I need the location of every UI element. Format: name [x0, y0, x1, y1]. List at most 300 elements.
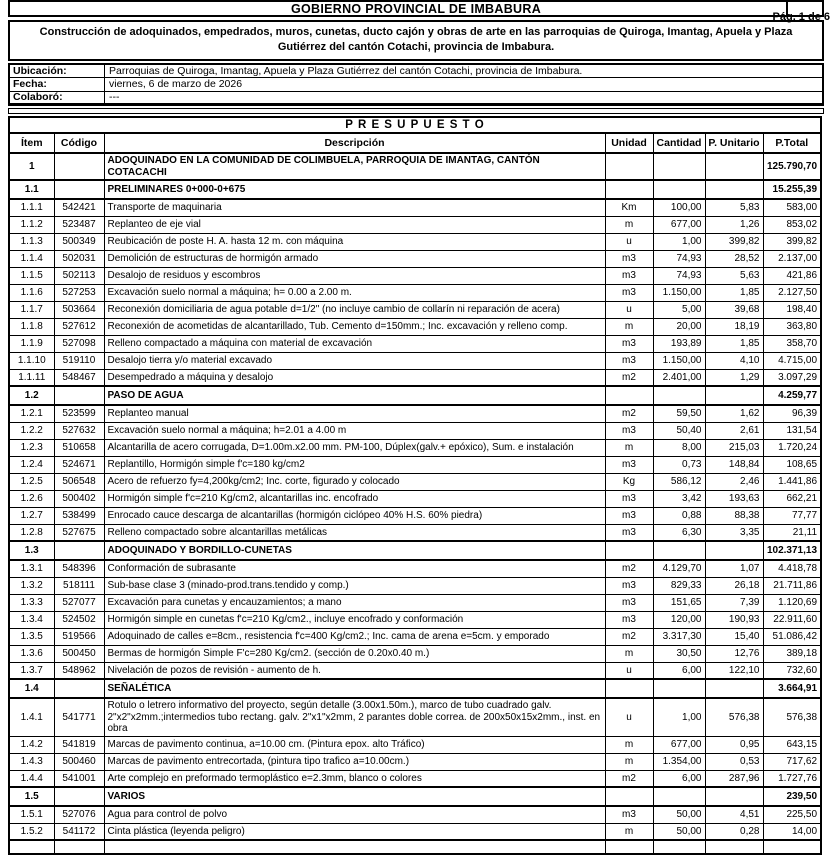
cell-desc: VARIOS: [104, 787, 605, 806]
cell-ptotal: 717,62: [763, 753, 821, 770]
cell-item: 1.1: [9, 180, 54, 199]
cell-ptotal: 1.720,24: [763, 439, 821, 456]
cell-unidad: m3: [605, 507, 653, 524]
cell-ptotal: 732,60: [763, 662, 821, 679]
cell-ptotal: 225,50: [763, 806, 821, 823]
cell-ptotal: 21.711,86: [763, 577, 821, 594]
cell-item: 1.4.2: [9, 736, 54, 753]
cell-unidad: m3: [605, 490, 653, 507]
cell-punit: 2,46: [705, 473, 763, 490]
cell-punit: [705, 840, 763, 854]
cell-unidad: u: [605, 301, 653, 318]
cell-codigo: 548962: [54, 662, 104, 679]
table-row: [9, 524, 821, 541]
col-header-codigo: Código: [54, 133, 104, 153]
cell-codigo: [54, 787, 104, 806]
cell-codigo: 518111: [54, 577, 104, 594]
table-row: [9, 335, 821, 352]
cell-codigo: [54, 180, 104, 199]
cell-item: [9, 840, 54, 854]
cell-punit: 4,51: [705, 806, 763, 823]
table-row: [9, 250, 821, 267]
cell-ptotal: 3.664,91: [763, 679, 821, 698]
cell-codigo: 500450: [54, 645, 104, 662]
cell-cantidad: [653, 679, 705, 698]
cell-ptotal: 399,82: [763, 233, 821, 250]
cell-item: 1.2.2: [9, 422, 54, 439]
table-row: [9, 645, 821, 662]
cell-unidad: m: [605, 823, 653, 840]
cell-item: 1.3.3: [9, 594, 54, 611]
cell-desc: Marcas de pavimento continua, a=10.00 cm. (Pintura epox. alto Tráfico): [104, 736, 605, 753]
table-row: [9, 267, 821, 284]
cell-cantidad: 74,93: [653, 267, 705, 284]
cell-ptotal: 4.418,78: [763, 560, 821, 577]
cell-desc: Excavación para cunetas y encauzamientos; a mano: [104, 594, 605, 611]
ubicacion-value: Parroquias de Quiroga, Imantag, Apuela y Plaza Gutiérrez del cantón Cotachi, provincia de Imbabura.: [109, 64, 583, 77]
cell-ptotal: 108,65: [763, 456, 821, 473]
table-row: [9, 698, 821, 736]
cell-unidad: [605, 840, 653, 854]
cell-ptotal: [763, 840, 821, 854]
cell-codigo: 500460: [54, 753, 104, 770]
cell-cantidad: 50,00: [653, 823, 705, 840]
col-header-descripcion: Descripción: [104, 133, 605, 153]
budget-table: [8, 116, 822, 855]
cell-item: 1.4.1: [9, 698, 54, 736]
cell-ptotal: 576,38: [763, 698, 821, 736]
table-row: [9, 216, 821, 233]
table-row: [9, 560, 821, 577]
cell-codigo: 524671: [54, 456, 104, 473]
cell-cantidad: 8,00: [653, 439, 705, 456]
cell-item: 1.4.3: [9, 753, 54, 770]
cell-unidad: m3: [605, 594, 653, 611]
cell-unidad: m: [605, 439, 653, 456]
cell-punit: 7,39: [705, 594, 763, 611]
cell-punit: 0,95: [705, 736, 763, 753]
cell-codigo: [54, 840, 104, 854]
cell-desc: Rotulo o letrero informativo del proyecto, según detalle (3.00x1.50m.), marco de tubo cuadrado galv. 2"x2"x2mm.;intermedios tubo rectang. galv. 2"x1"x2mm, 2 parantes doble correa. de 200x50x15x2mm., inst. en obra: [104, 698, 605, 736]
cell-desc: SEÑALÉTICA: [104, 679, 605, 698]
cell-ptotal: 198,40: [763, 301, 821, 318]
cell-punit: 1,29: [705, 369, 763, 386]
cell-codigo: 548396: [54, 560, 104, 577]
cell-cantidad: 3,42: [653, 490, 705, 507]
cell-desc: Reconexión de acometidas de alcantarillado, Tub. Cemento d=150mm.; Inc. excavación y relleno comp.: [104, 318, 605, 335]
cell-cantidad: [653, 180, 705, 199]
cell-ptotal: 389,18: [763, 645, 821, 662]
cell-punit: [705, 679, 763, 698]
cell-ptotal: 15.255,39: [763, 180, 821, 199]
cell-unidad: m3: [605, 335, 653, 352]
cell-item: 1.3.7: [9, 662, 54, 679]
cell-cantidad: 1.150,00: [653, 352, 705, 369]
cell-ptotal: 583,00: [763, 199, 821, 216]
cell-unidad: [605, 180, 653, 199]
cell-punit: [705, 180, 763, 199]
cell-item: 1.1.11: [9, 369, 54, 386]
cell-cantidad: 6,00: [653, 662, 705, 679]
cell-unidad: m3: [605, 422, 653, 439]
cell-punit: 287,96: [705, 770, 763, 787]
cell-ptotal: 3.097,29: [763, 369, 821, 386]
cell-desc: [104, 840, 605, 854]
cell-punit: [705, 153, 763, 180]
cell-desc: Adoquinado de calles e=8cm., resistencia f'c=400 Kg/cm2.; Inc. cama de arena e=5cm. y emporado: [104, 628, 605, 645]
cell-punit: 190,93: [705, 611, 763, 628]
cell-codigo: 500402: [54, 490, 104, 507]
cell-cantidad: [653, 787, 705, 806]
cell-cantidad: 0,73: [653, 456, 705, 473]
cell-item: 1.3.1: [9, 560, 54, 577]
cell-codigo: 502031: [54, 250, 104, 267]
cell-codigo: 519566: [54, 628, 104, 645]
cell-ptotal: 51.086,42: [763, 628, 821, 645]
cell-unidad: m3: [605, 267, 653, 284]
cell-punit: 215,03: [705, 439, 763, 456]
cell-item: 1.5.1: [9, 806, 54, 823]
cell-item: 1.4.4: [9, 770, 54, 787]
cell-item: 1.2.4: [9, 456, 54, 473]
cell-item: 1: [9, 153, 54, 180]
cell-unidad: m2: [605, 560, 653, 577]
table-row: [9, 369, 821, 386]
table-row: [9, 806, 821, 823]
cell-desc: Replanteo de eje vial: [104, 216, 605, 233]
cell-cantidad: 829,33: [653, 577, 705, 594]
cell-item: 1.1.4: [9, 250, 54, 267]
cell-punit: 2,61: [705, 422, 763, 439]
cell-codigo: 524502: [54, 611, 104, 628]
cell-codigo: 527632: [54, 422, 104, 439]
cell-desc: Reconexión domiciliaria de agua potable d=1/2" (no incluye cambio de collarín ni reparación de acera): [104, 301, 605, 318]
cell-punit: 1,07: [705, 560, 763, 577]
cell-unidad: m: [605, 216, 653, 233]
cell-codigo: 519110: [54, 352, 104, 369]
cell-ptotal: 4.715,00: [763, 352, 821, 369]
cell-ptotal: 421,86: [763, 267, 821, 284]
fecha-value: viernes, 6 de marzo de 2026: [109, 78, 243, 91]
cell-codigo: [54, 153, 104, 180]
cell-item: 1.2.6: [9, 490, 54, 507]
cell-punit: 12,76: [705, 645, 763, 662]
cell-unidad: m3: [605, 806, 653, 823]
table-row: [9, 352, 821, 369]
cell-ptotal: 1.441,86: [763, 473, 821, 490]
cell-desc: Agua para control de polvo: [104, 806, 605, 823]
cell-cantidad: 50,40: [653, 422, 705, 439]
cell-ptotal: 14,00: [763, 823, 821, 840]
project-description: Construcción de adoquinados, empedrados, muros, cunetas, ducto cajón y obras de arte en las parroquias de Quiroga, Imantag, Apuela y Plaza Gutiérrez del cantón Cotachi, provincia de Imbabura.: [8, 20, 824, 61]
table-row: [9, 199, 821, 216]
cell-item: 1.3.2: [9, 577, 54, 594]
table-row: [9, 233, 821, 250]
cell-unidad: Kg: [605, 473, 653, 490]
cell-codigo: 527253: [54, 284, 104, 301]
col-header-unidad: Unidad: [605, 133, 653, 153]
cell-ptotal: 2.137,00: [763, 250, 821, 267]
cell-unidad: u: [605, 698, 653, 736]
cell-desc: Marcas de pavimento entrecortada, (pintura tipo trafico a=10.00cm.): [104, 753, 605, 770]
cell-item: 1.5: [9, 787, 54, 806]
cell-ptotal: 1.727,76: [763, 770, 821, 787]
cell-codigo: [54, 386, 104, 405]
cell-desc: Excavación suelo normal a máquina; h=2.01 a 4.00 m: [104, 422, 605, 439]
info-row-colaboro: [10, 92, 822, 106]
cell-item: 1.1.2: [9, 216, 54, 233]
table-row: [9, 541, 821, 560]
info-table: [8, 63, 824, 107]
table-row: [9, 473, 821, 490]
cell-punit: 0,53: [705, 753, 763, 770]
table-row: [9, 679, 821, 698]
table-row: [9, 439, 821, 456]
cell-item: 1.2: [9, 386, 54, 405]
cell-cantidad: 120,00: [653, 611, 705, 628]
cell-unidad: [605, 541, 653, 560]
cell-cantidad: 20,00: [653, 318, 705, 335]
table-row: [9, 405, 821, 422]
table-row-partial: [9, 840, 821, 854]
table-row: [9, 180, 821, 199]
cell-cantidad: [653, 840, 705, 854]
cell-punit: 39,68: [705, 301, 763, 318]
cell-cantidad: 3.317,30: [653, 628, 705, 645]
budget-table-body: [9, 153, 821, 854]
cell-item: 1.2.8: [9, 524, 54, 541]
cell-punit: 148,84: [705, 456, 763, 473]
cell-unidad: [605, 386, 653, 405]
colaboro-label: Colaboró:: [10, 92, 105, 104]
cell-codigo: [54, 541, 104, 560]
cell-ptotal: 1.120,69: [763, 594, 821, 611]
cell-codigo: 523599: [54, 405, 104, 422]
cell-cantidad: 677,00: [653, 736, 705, 753]
table-row: [9, 422, 821, 439]
col-header-ptotal: P.Total: [763, 133, 821, 153]
cell-codigo: 510658: [54, 439, 104, 456]
table-row: [9, 386, 821, 405]
cell-unidad: [605, 153, 653, 180]
cell-unidad: m3: [605, 456, 653, 473]
cell-punit: [705, 541, 763, 560]
cell-unidad: m: [605, 318, 653, 335]
cell-desc: Replantillo, Hormigón simple f'c=180 kg/cm2: [104, 456, 605, 473]
cell-codigo: 541771: [54, 698, 104, 736]
cell-desc: Demolición de estructuras de hormigón armado: [104, 250, 605, 267]
table-header-row: [9, 133, 821, 153]
cell-ptotal: 853,02: [763, 216, 821, 233]
cell-cantidad: 0,88: [653, 507, 705, 524]
cell-ptotal: 125.790,70: [763, 153, 821, 180]
fecha-label: Fecha:: [10, 78, 105, 91]
table-row: [9, 611, 821, 628]
table-row: [9, 662, 821, 679]
table-row: [9, 823, 821, 840]
cell-unidad: m2: [605, 369, 653, 386]
cell-ptotal: 131,54: [763, 422, 821, 439]
cell-punit: 18,19: [705, 318, 763, 335]
table-row: [9, 301, 821, 318]
cell-cantidad: 6,30: [653, 524, 705, 541]
table-row: [9, 318, 821, 335]
cell-desc: Relleno compactado sobre alcantarillas metálicas: [104, 524, 605, 541]
page-number: Pág. 1 de 6: [772, 11, 830, 23]
cell-punit: 5,63: [705, 267, 763, 284]
cell-item: 1.2.5: [9, 473, 54, 490]
cell-desc: Bermas de hormigón Simple F'c=280 Kg/cm2. (sección de 0.20x0.40 m.): [104, 645, 605, 662]
cell-codigo: 506548: [54, 473, 104, 490]
cell-cantidad: 59,50: [653, 405, 705, 422]
cell-ptotal: 2.127,50: [763, 284, 821, 301]
cell-desc: ADOQUINADO Y BORDILLO-CUNETAS: [104, 541, 605, 560]
cell-unidad: m: [605, 753, 653, 770]
cell-cantidad: 100,00: [653, 199, 705, 216]
cell-unidad: Km: [605, 199, 653, 216]
cell-ptotal: 239,50: [763, 787, 821, 806]
cell-punit: 399,82: [705, 233, 763, 250]
cell-cantidad: 1.150,00: [653, 284, 705, 301]
cell-codigo: 541001: [54, 770, 104, 787]
cell-codigo: 541819: [54, 736, 104, 753]
table-title: P R E S U P U E S T O: [9, 117, 821, 133]
cell-unidad: m2: [605, 405, 653, 422]
cell-ptotal: 363,80: [763, 318, 821, 335]
cell-cantidad: 1,00: [653, 233, 705, 250]
cell-desc: Conformación de subrasante: [104, 560, 605, 577]
cell-item: 1.3.4: [9, 611, 54, 628]
cell-cantidad: 50,00: [653, 806, 705, 823]
cell-desc: Desempedrado a máquina y desalojo: [104, 369, 605, 386]
cell-desc: Relleno compactado a máquina con material de excavación: [104, 335, 605, 352]
cell-item: 1.5.2: [9, 823, 54, 840]
ubicacion-label: Ubicación:: [10, 65, 105, 78]
cell-punit: 3,35: [705, 524, 763, 541]
cell-unidad: m3: [605, 250, 653, 267]
table-title-row: [9, 117, 821, 133]
header-title-bar: [8, 0, 824, 17]
cell-unidad: [605, 679, 653, 698]
cell-punit: 1,62: [705, 405, 763, 422]
table-row: [9, 490, 821, 507]
col-header-punitario: P. Unitario: [705, 133, 763, 153]
table-row: [9, 628, 821, 645]
org-title: GOBIERNO PROVINCIAL DE IMBABURA: [290, 1, 542, 16]
cell-unidad: m3: [605, 352, 653, 369]
table-row: [9, 787, 821, 806]
cell-unidad: m: [605, 645, 653, 662]
cell-punit: [705, 787, 763, 806]
cell-cantidad: 6,00: [653, 770, 705, 787]
cell-ptotal: 22.911,60: [763, 611, 821, 628]
cell-desc: PASO DE AGUA: [104, 386, 605, 405]
cell-ptotal: 358,70: [763, 335, 821, 352]
cell-unidad: m: [605, 736, 653, 753]
cell-codigo: 502113: [54, 267, 104, 284]
cell-codigo: [54, 679, 104, 698]
cell-codigo: 527098: [54, 335, 104, 352]
cell-item: 1.3: [9, 541, 54, 560]
info-row-ubicacion: [10, 65, 822, 79]
cell-cantidad: 586,12: [653, 473, 705, 490]
cell-codigo: 527077: [54, 594, 104, 611]
cell-item: 1.1.10: [9, 352, 54, 369]
cell-desc: Nivelación de pozos de revisión - aumento de h.: [104, 662, 605, 679]
cell-ptotal: 102.371,13: [763, 541, 821, 560]
cell-codigo: 538499: [54, 507, 104, 524]
info-row-fecha: [10, 78, 822, 92]
cell-codigo: 527675: [54, 524, 104, 541]
cell-item: 1.2.7: [9, 507, 54, 524]
cell-ptotal: 662,21: [763, 490, 821, 507]
colaboro-value: ---: [109, 91, 120, 104]
cell-cantidad: [653, 153, 705, 180]
table-row: [9, 153, 821, 180]
cell-punit: 28,52: [705, 250, 763, 267]
cell-codigo: 500349: [54, 233, 104, 250]
cell-item: 1.2.1: [9, 405, 54, 422]
cell-punit: 15,40: [705, 628, 763, 645]
table-row: [9, 456, 821, 473]
cell-unidad: m2: [605, 628, 653, 645]
cell-cantidad: 151,65: [653, 594, 705, 611]
cell-desc: Reubicación de poste H. A. hasta 12 m. con máquina: [104, 233, 605, 250]
cell-item: 1.1.5: [9, 267, 54, 284]
cell-unidad: m3: [605, 284, 653, 301]
cell-desc: Hormigón simple en cunetas f'c=210 Kg/cm2., incluye encofrado y conformación: [104, 611, 605, 628]
table-row: [9, 770, 821, 787]
cell-cantidad: 5,00: [653, 301, 705, 318]
cell-item: 1.1.3: [9, 233, 54, 250]
cell-unidad: m2: [605, 770, 653, 787]
cell-item: 1.1.1: [9, 199, 54, 216]
cell-codigo: 548467: [54, 369, 104, 386]
cell-unidad: u: [605, 662, 653, 679]
cell-ptotal: 4.259,77: [763, 386, 821, 405]
cell-codigo: 541172: [54, 823, 104, 840]
cell-desc: Transporte de maquinaria: [104, 199, 605, 216]
cell-item: 1.1.8: [9, 318, 54, 335]
spacer-row: [8, 108, 824, 114]
cell-desc: Acero de refuerzo fy=4,200kg/cm2; Inc. corte, figurado y colocado: [104, 473, 605, 490]
cell-punit: 122,10: [705, 662, 763, 679]
cell-cantidad: 193,89: [653, 335, 705, 352]
cell-unidad: m3: [605, 611, 653, 628]
cell-codigo: 527076: [54, 806, 104, 823]
cell-cantidad: [653, 541, 705, 560]
cell-desc: Alcantarilla de acero corrugada, D=1.00m.x2.00 mm. PM-100, Dúplex(galv.+ epóxico), Sum. e instalación: [104, 439, 605, 456]
cell-ptotal: 21,11: [763, 524, 821, 541]
cell-cantidad: 30,50: [653, 645, 705, 662]
cell-desc: Excavación suelo normal a máquina; h= 0.00 a 2.00 m.: [104, 284, 605, 301]
cell-item: 1.4: [9, 679, 54, 698]
table-row: [9, 736, 821, 753]
cell-desc: Sub-base clase 3 (minado-prod.trans.tendido y comp.): [104, 577, 605, 594]
cell-desc: Hormigón simple f'c=210 Kg/cm2, alcantarillas inc. encofrado: [104, 490, 605, 507]
cell-cantidad: 1,00: [653, 698, 705, 736]
cell-item: 1.2.3: [9, 439, 54, 456]
cell-cantidad: [653, 386, 705, 405]
cell-codigo: 542421: [54, 199, 104, 216]
cell-cantidad: 4.129,70: [653, 560, 705, 577]
cell-punit: 26,18: [705, 577, 763, 594]
table-row: [9, 594, 821, 611]
cell-cantidad: 1.354,00: [653, 753, 705, 770]
cell-desc: Replanteo manual: [104, 405, 605, 422]
cell-item: 1.1.7: [9, 301, 54, 318]
cell-desc: Desalojo tierra y/o material excavado: [104, 352, 605, 369]
